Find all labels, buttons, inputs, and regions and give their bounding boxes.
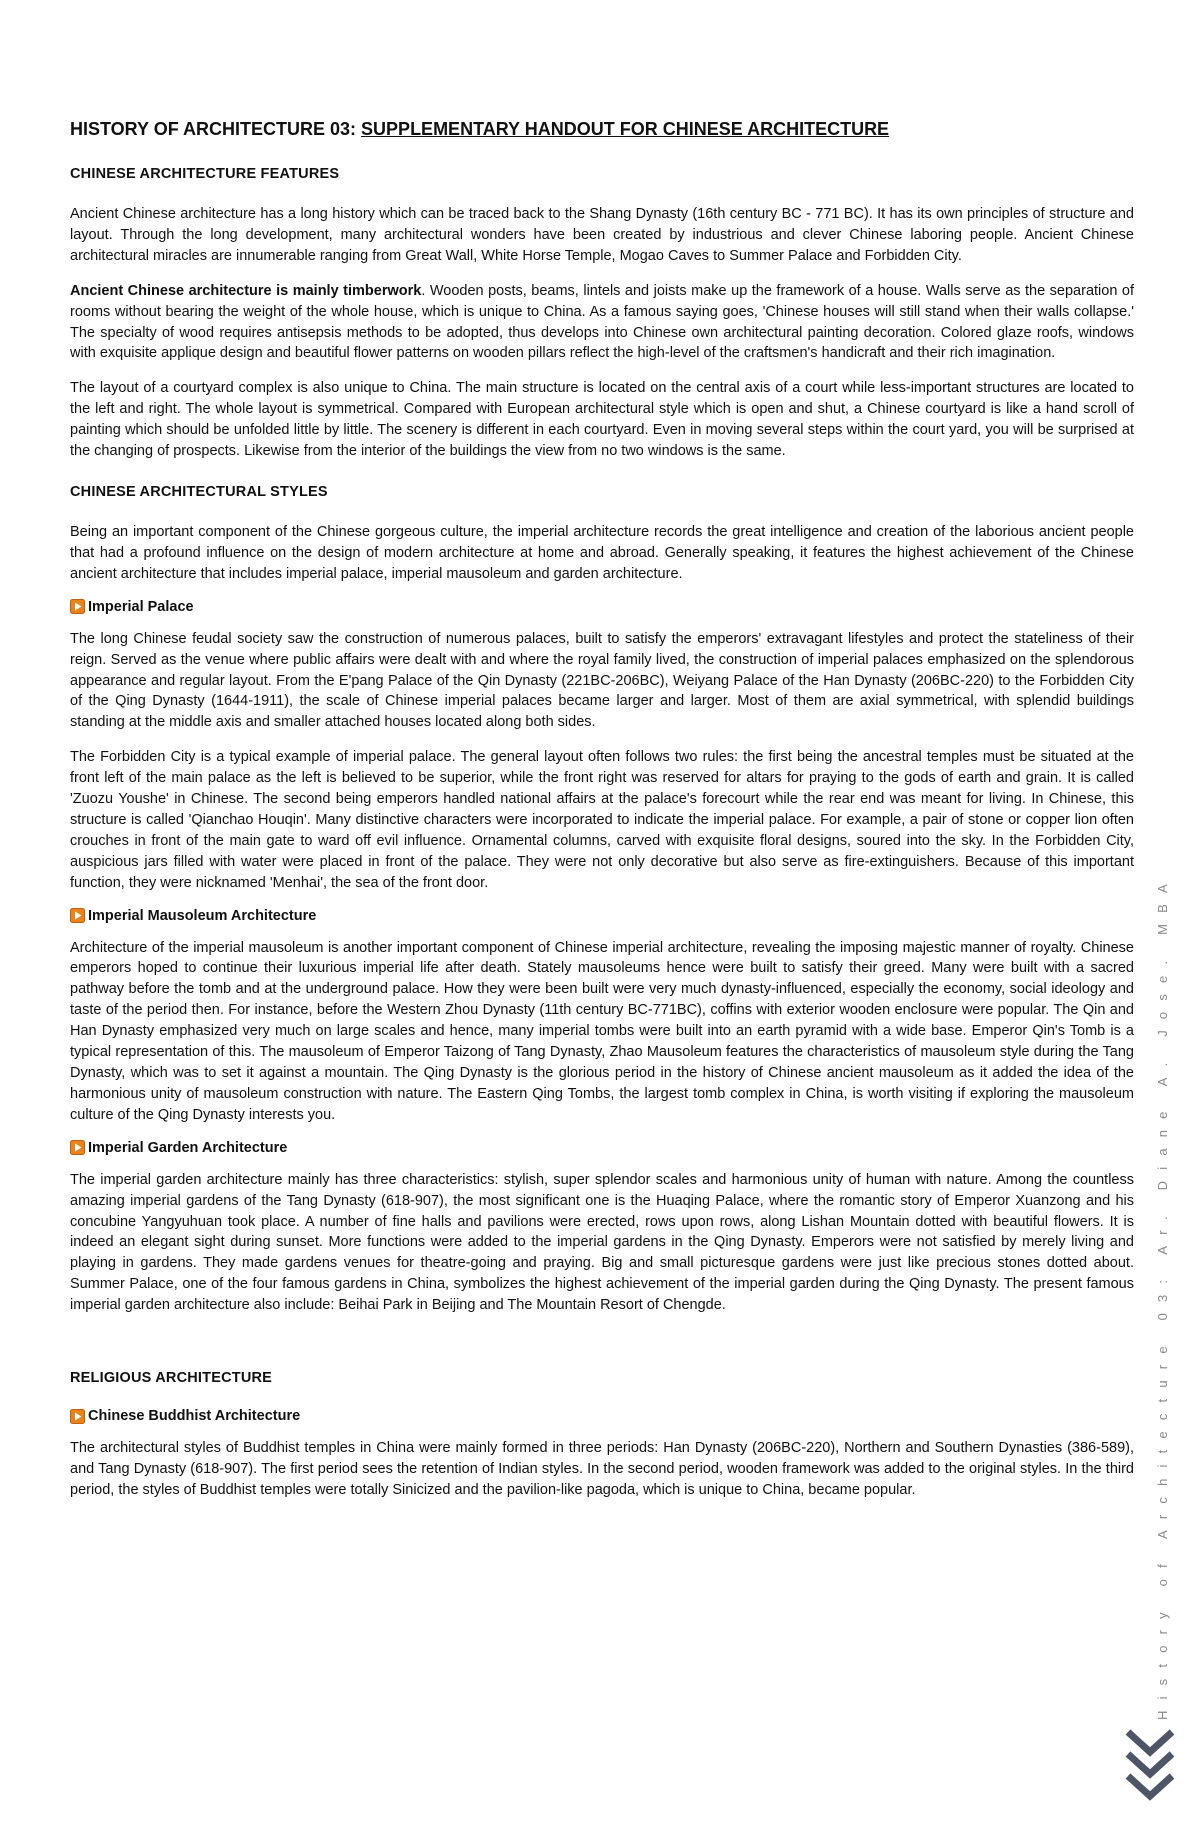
title-underlined: SUPPLEMENTARY HANDOUT FOR CHINESE ARCHITECTURE — [361, 119, 890, 139]
styles-intro: Being an important component of the Chinese gorgeous culture, the imperial architecture records the great intelligence and creation of the laborious ancient people that had a profound influence on the design of modern architecture at home and abroad. Generally speaking, it features the highest achievement of the Chinese ancient architecture that includes imperial palace, imperial mausoleum and garden architecture. — [70, 523, 1134, 582]
vertical-footer-text: History of Architecture 03: Ar. Diane A. Jose. MBA — [1155, 873, 1170, 1720]
play-bullet-icon — [70, 908, 85, 923]
timberwork-bold: Ancient Chinese architecture is mainly timberwork — [70, 282, 422, 299]
imperial-mausoleum-label: Imperial Mausoleum Architecture — [88, 907, 317, 924]
imperial-palace-label: Imperial Palace — [88, 598, 194, 615]
features-paragraph-3: The layout of a courtyard complex is also unique to China. The main structure is located on the central axis of a court while less-important structures are located to the left and right. The whole layout is symmetrical. Compared with European architectural style which is open and shut, a Chinese courtyard is like a hand scroll of painting which should be unfolded little by little. The scenery is different in each courtyard. Even in moving several steps within the court yard, you will be surprised at the changing of prospects. Likewise from the interior of the buildings the view from no two windows is the same. — [70, 380, 1134, 460]
palace-paragraph-2: The Forbidden City is a typical example of imperial palace. The general layout often follows two rules: the first being the ancestral temples must be situated at the front left of the main palace as the left is believed to be superior, while the front right was reserved for altars for praying to the gods of earth and grain. It is called 'Zuozu Youshe' in Chinese. The second being emperors handled national affairs at the palace's forecourt while the rear end was meant for living. In Chinese, this structure is called 'Qianchao Houqin'. Many distinctive characters were incorporated to indicate the imperial palace. For example, a pair of stone or copper lion often crouches in front of the main gate to ward off evil influence. Ornamental columns, carved with exquisite floral designs, soured into the sky. In the Forbidden City, auspicious jars filled with water were placed in front of the palace. They were not only decorative but also serve as fire-extinguishers. Because of this important function, they were nicknamed 'Menhai', the sea of the front door. — [70, 749, 1134, 891]
styles-heading: CHINESE ARCHITECTURAL STYLES — [70, 483, 328, 500]
title-prefix: HISTORY OF ARCHITECTURE 03: — [70, 119, 362, 139]
play-bullet-icon — [70, 1140, 85, 1155]
religious-heading: RELIGIOUS ARCHITECTURE — [70, 1370, 273, 1387]
imperial-garden-label: Imperial Garden Architecture — [88, 1139, 288, 1156]
play-bullet-icon — [70, 1409, 85, 1424]
play-bullet-icon — [70, 599, 85, 614]
imperial-garden-heading — [70, 1140, 1134, 1156]
features-heading: CHINESE ARCHITECTURE FEATURES — [70, 166, 340, 182]
buddhist-paragraph: The architectural styles of Buddhist temples in China were mainly formed in three periods: Han Dynasty (206BC-220), Northern and Southern Dynasties (386-589), and Tang Dynasty (618-907). The first period sees the retention of Indian styles. In the second period, wooden framework was added to the original styles. In the third period, the styles of Buddhist temples were totally Sinicized and the pavilion-like pagoda, which is unique to China, became popular. — [70, 1440, 1134, 1498]
features-paragraph-1: Ancient Chinese architecture has a long history which can be traced back to the Shang Dynasty (16th century BC - 771 BC). It has its own principles of structure and layout. Through the long development, many architectural wonders have been created by industrious and clever Chinese laboring people. Ancient Chinese architectural miracles are innumerable ranging from Great Wall, White Horse Temple, Mogao Caves to Summer Palace and Forbidden City. — [70, 206, 1134, 264]
palace-paragraph-1: The long Chinese feudal society saw the construction of numerous palaces, built to satisfy the emperors' extravagant lifestyles and protect the stateliness of their reign. Served as the venue where public affairs were dealt with and where the royal family lived, the construction of imperial palaces emphasized on the splendorous appearance and regular layout. From the E'pang Palace of the Qin Dynasty (221BC-206BC), Weiyang Palace of the Han Dynasty (206BC-220) to the Forbidden City of the Qing Dynasty (1644-1911), the scale of Chinese imperial palaces became larger and larger. Most of them are axial symmetrical, with splendid buildings standing at the middle axis and smaller attached houses located along both sides. — [70, 630, 1134, 731]
document-title — [70, 119, 1134, 140]
imperial-palace-heading — [70, 599, 1134, 615]
buddhist-label: Chinese Buddhist Architecture — [88, 1408, 301, 1425]
garden-paragraph: The imperial garden architecture mainly has three characteristics: stylish, super splendor scales and harmonious unity of human with nature. Among the countless amazing imperial gardens of the Tang Dynasty (618-907), the most significant one is the Huaqing Palace, where the romantic story of Emperor Xuanzong and his concubine Yangyuhuan took place. A number of fine halls and pavilions were erected, rows upon rows, along Lishan Mountain dotted with beautiful flowers. It is indeed an elegant sight during sunset. More functions were added to the imperial gardens in the Qing Dynasty. Emperors were not satisfied by merely living and playing in gardens. They made gardens venues for theatre-going and praying. Big and small picturesque gardens were just like precious stones dotted about. Summer Palace, one of the four famous gardens in China, symbolizes the highest achievement of the imperial garden during the Qing Dynasty. The present famous imperial garden architecture also include: Beihai Park in Beijing and The Mountain Resort of Chengde. — [70, 1171, 1134, 1314]
buddhist-heading — [70, 1408, 1134, 1424]
imperial-mausoleum-heading — [70, 908, 1134, 924]
handout-page — [70, 119, 1134, 1515]
timberwork-text: . Wooden posts, beams, lintels and joists make up the framework of a house. Walls serve as the separation of rooms without bearing the weight of the whole house, which is unique to China. As a famous saying goes, 'Chinese houses will still stand when their walls collapse.' The specialty of wood requires antisepsis methods to be adopted, thus develops into Chinese own architectural painting decoration. Colored glaze roofs, windows with exquisite applique design and beautiful flower patterns on wooden pillars reflect the high-level of the craftsmen's handicraft and their rich imagination. — [70, 282, 1134, 362]
triple-chevron-down-icon — [1120, 1722, 1180, 1812]
mausoleum-paragraph: Architecture of the imperial mausoleum is another important component of Chinese imperial architecture, revealing the imposing majestic manner of royalty. Chinese emperors hoped to continue their luxurious imperial life after death. Stately mausoleums hence were built to satisfy their greed. Many were built with a sacred pathway before the tomb and at the underground palace. How they were been built were very much dynasty-influenced, especially the economy, social ideology and taste of the period then. For instance, before the Western Zhou Dynasty (11th century BC-771BC), coffins with exterior wooden enclosure were popular. The Qin and Han Dynasty emphasized very much on large scales and hence, many imperial tombs were built into an earth pyramid with a wide base. Emperor Qin's Tomb is a typical representation of this. The mausoleum of Emperor Taizong of Tang Dynasty, Zhao Mausoleum features the characteristics of mausoleum style during the Tang Dynasty, which was to set it against a mountain. The Qing Dynasty is the glorious period in the history of Chinese ancient mausoleum as it added the idea of the harmonious unity of mausoleum construction with nature. The Eastern Qing Tombs, the largest tomb complex in China, is worth visiting if exploring the mausoleum culture of the Qing Dynasty interests you. — [70, 939, 1134, 1123]
features-paragraph-2 — [70, 281, 1134, 365]
